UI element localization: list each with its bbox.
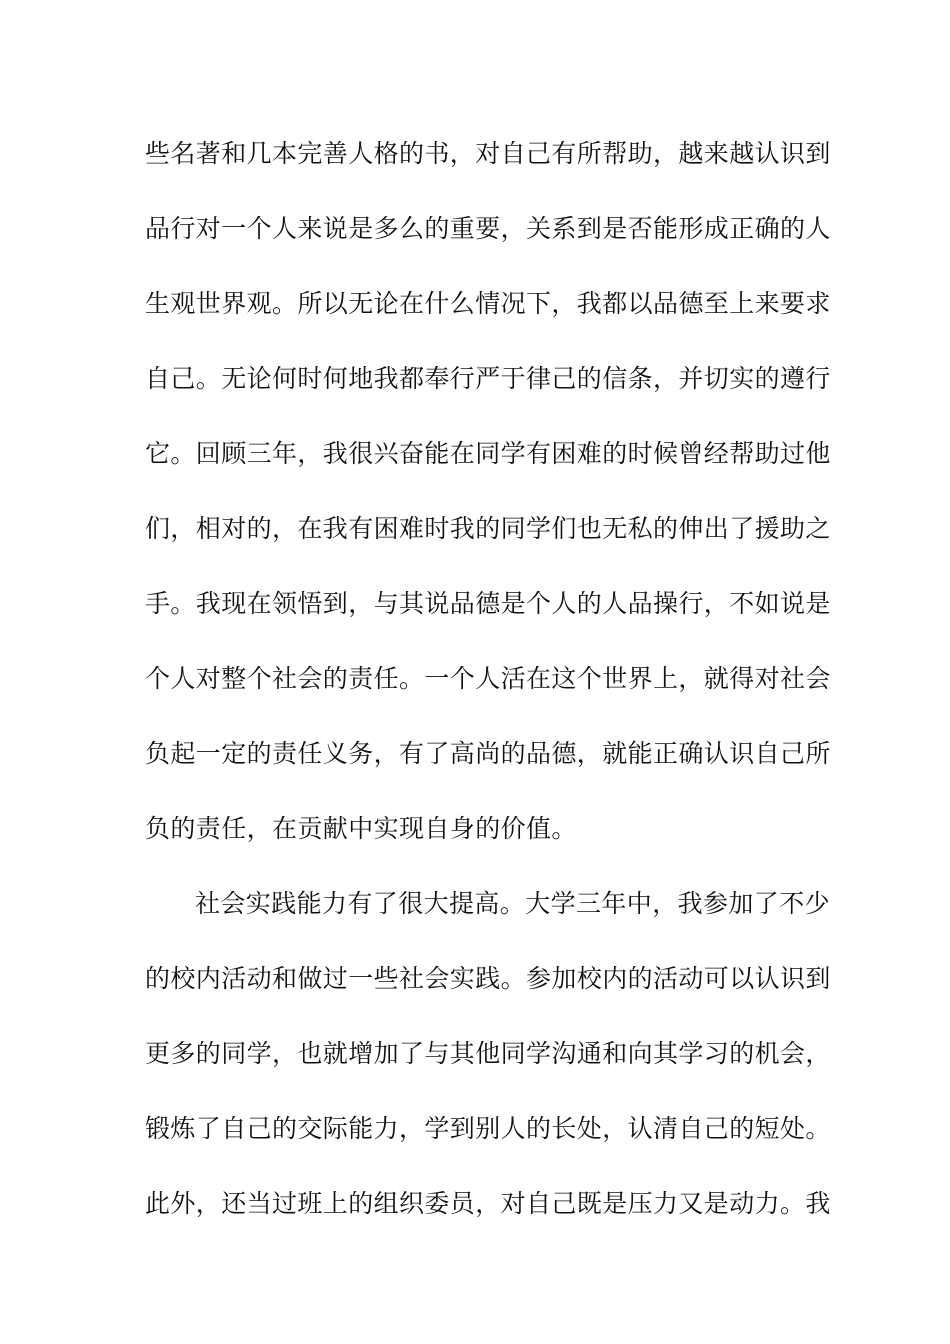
text-line: 锻炼了自己的交际能力，学到别人的长处，认清自己的短处。: [145, 1114, 831, 1143]
text-line: 负的责任，在贡献中实现自身的价值。: [145, 814, 577, 843]
text-line: 此外，还当过班上的组织委员，对自己既是压力又是动力。我: [145, 1189, 831, 1218]
text-line: 个人对整个社会的责任。一个人活在这个世界上，就得对社会: [145, 664, 831, 693]
text-line: 生观世界观。所以无论在什么情况下，我都以品德至上来要求: [145, 289, 831, 318]
text-line: 自己。无论何时何地我都奉行严于律己的信条，并切实的遵行: [145, 364, 831, 393]
text-line: 负起一定的责任义务，有了高尚的品德，就能正确认识自己所: [145, 739, 831, 768]
text-line: 品行对一个人来说是多么的重要，关系到是否能形成正确的人: [145, 214, 831, 243]
text-line: 些名著和几本完善人格的书，对自己有所帮助，越来越认识到: [145, 139, 831, 168]
text-line: 们，相对的，在我有困难时我的同学们也无私的伸出了援助之: [145, 514, 831, 543]
paragraph-start-line: 社会实践能力有了很大提高。大学三年中，我参加了不少: [195, 889, 831, 918]
text-line: 更多的同学，也就增加了与其他同学沟通和向其学习的机会，: [145, 1039, 831, 1068]
text-line: 它。回顾三年，我很兴奋能在同学有困难的时候曾经帮助过他: [145, 439, 831, 468]
body-text: [145, 130, 831, 1255]
text-line: 手。我现在领悟到，与其说品德是个人的人品操行，不如说是: [145, 589, 831, 618]
text-line: 的校内活动和做过一些社会实践。参加校内的活动可以认识到: [145, 964, 831, 993]
